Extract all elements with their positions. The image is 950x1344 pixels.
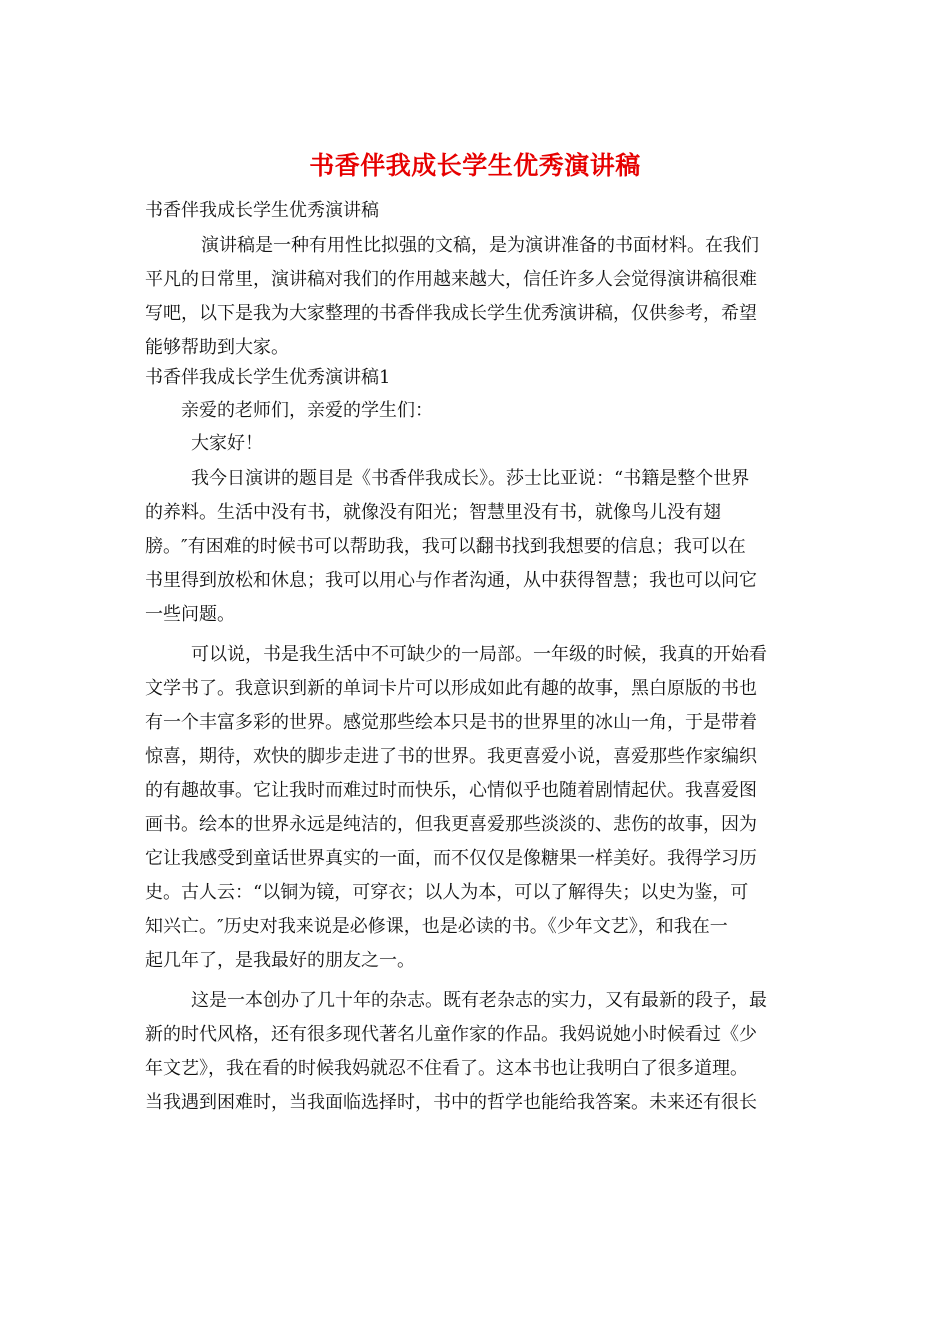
paragraph-line: 惊喜，期待，欢快的脚步走进了书的世界。我更喜爱小说，喜爱那些作家编织 <box>145 746 757 767</box>
paragraph-line: 膀。″有困难的时候书可以帮助我，我可以翻书找到我想要的信息；我可以在 <box>145 536 746 557</box>
paragraph-3 <box>145 984 807 1120</box>
document-body <box>145 196 807 1120</box>
paragraph-line: 画书。绘本的世界永远是纯洁的，但我更喜爱那些淡淡的、悲伤的故事，因为 <box>145 814 757 835</box>
document-title: 书香伴我成长学生优秀演讲稿 <box>309 151 641 180</box>
paragraph-line: 当我遇到困难时，当我面临选择时，书中的哲学也能给我答案。未来还有很长 <box>145 1092 757 1113</box>
intro-line: 演讲稿是一种有用性比拟强的文稿，是为演讲准备的书面材料。在我们 <box>201 235 759 256</box>
greeting: 大家好！ <box>191 433 263 454</box>
paragraph-line: 的养料。生活中没有书，就像没有阳光；智慧里没有书，就像鸟儿没有翅 <box>145 502 721 523</box>
paragraph-line: 我今日演讲的题目是《书香伴我成长》。莎士比亚说：“书籍是整个世界 <box>191 468 750 489</box>
intro-line: 能够帮助到大家。 <box>145 337 289 358</box>
paragraph-line: 文学书了。我意识到新的单词卡片可以形成如此有趣的故事，黑白原版的书也 <box>145 678 757 699</box>
intro-line: 平凡的日常里，演讲稿对我们的作用越来越大，信任许多人会觉得演讲稿很难 <box>145 269 757 290</box>
paragraph-line: 起几年了，是我最好的朋友之一。 <box>145 950 415 971</box>
paragraph-line: 可以说，书是我生活中不可缺少的一局部。一年级的时候，我真的开始看 <box>191 644 767 665</box>
paragraph-line: 这是一本创办了几十年的杂志。既有老杂志的实力，又有最新的段子，最 <box>191 990 767 1011</box>
paragraph-2 <box>145 638 807 978</box>
section-heading: 书香伴我成长学生优秀演讲稿1 <box>145 367 391 388</box>
paragraph-line: 书里得到放松和休息；我可以用心与作者沟通，从中获得智慧；我也可以问它 <box>145 570 757 591</box>
paragraph-line: 它让我感受到童话世界真实的一面，而不仅仅是像糖果一样美好。我得学习历 <box>145 848 757 869</box>
paragraph-line: 新的时代风格，还有很多现代著名儿童作家的作品。我妈说她小时候看过《少 <box>145 1024 757 1045</box>
paragraph-1 <box>145 462 807 632</box>
paragraph-line: 一些问题。 <box>145 604 235 625</box>
paragraph-line: 知兴亡。″历史对我来说是必修课，也是必读的书。《少年文艺》，和我在一 <box>145 916 728 937</box>
subtitle: 书香伴我成长学生优秀演讲稿 <box>145 200 379 221</box>
paragraph-line: 有一个丰富多彩的世界。感觉那些绘本只是书的世界里的冰山一角，于是带着 <box>145 712 757 733</box>
intro-line: 写吧，以下是我为大家整理的书香伴我成长学生优秀演讲稿，仅供参考，希望 <box>145 303 757 324</box>
paragraph-line: 史。古人云：“以铜为镜，可穿衣；以人为本，可以了解得失；以史为鉴，可 <box>145 882 749 903</box>
paragraph-line: 年文艺》，我在看的时候我妈就忍不住看了。这本书也让我明白了很多道理。 <box>145 1058 748 1079</box>
salutation: 亲爱的老师们，亲爱的学生们： <box>181 400 433 421</box>
paragraph-line: 的有趣故事。它让我时而难过时而快乐，心情似乎也随着剧情起伏。我喜爱图 <box>145 780 757 801</box>
intro-paragraph <box>145 229 807 365</box>
